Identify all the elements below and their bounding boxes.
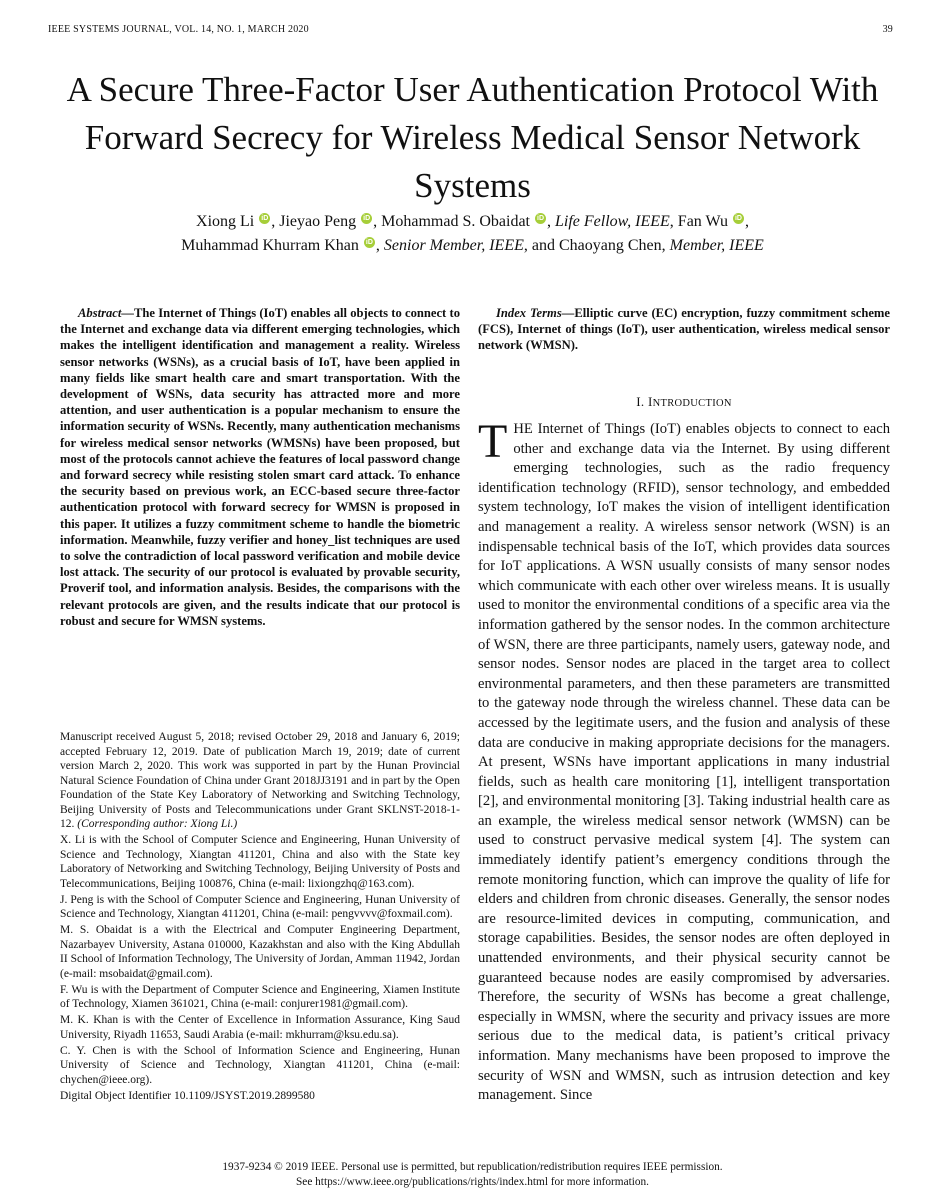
footnote-affiliation: X. Li is with the School of Computer Science and Engineering, Hunan University of Science and Technology, Xiangtan 411201, China and also with the State key Laboratory of Networking and Switching Technology, Beijing University of Posts and Telecommunications, Beijing 100876, China (e-mail: lixiongzhq@163.com).	[60, 834, 460, 890]
orcid-icon[interactable]: iD	[363, 214, 371, 222]
author-list	[60, 210, 885, 258]
orcid-icon[interactable]: iD	[537, 214, 544, 222]
author-role: Member, IEEE	[669, 237, 764, 254]
abstract-text: The Internet of Things (IoT) enables all objects to connect to the Internet and exchange data via different emerging technologies, which makes the intelligent identification and management a reality. Wireless sensor networks (WSNs), as a crucial basis of IoT, have been applied in many fields like smart health care and smart transportation. With the development of WSNs, data security has attracted more and more attention, and user authentication is a popular mechanism to ensure the information security of WSNs. Recently, many authentication mechanisms for wireless medical sensor networks (WMSNs) have been proposed, but most of the protocols cannot achieve the features of local password change and forward secrecy while resisting stolen smart card attack. To enhance the security based on previous work, an ECC-based secure three-factor authentication protocol with forward secrecy for WMSN is proposed in this paper. It utilizes a fuzzy commitment scheme to handle the biometric information. Meanwhile, fuzzy verifier and honey_list techniques are used to solve the contradiction of local password verification and mobile device lost attack. The security of our protocol is evaluated by provable security, Proverif tool, and information analysis. Besides, the comparisons with the relevant protocols are given, and the results indicate that our protocol is robust and secure for WMSN systems.	[60, 306, 460, 628]
paper-title: A Secure Three-Factor User Authentication Protocol With Forward Secrecy for Wireless Medical Sensor Network Systems	[66, 70, 879, 205]
page-number: 39	[882, 24, 893, 35]
footnote-manuscript-text: Manuscript received August 5, 2018; revised October 29, 2018 and January 6, 2019; accepted February 12, 2019. Date of publication March 19, 2019; date of current version March 2, 2020. This work was supported in part by the Hunan Provincial Natural Science Foundation of China under Grant 2018JJ3191 and in part by the Open Foundation of the State Key Laboratory of Networking and Switching Technology, Beijing University of Posts and Telecommunications under Grant SKLNST-2018-1-12.	[60, 731, 460, 830]
section-number: I.	[636, 394, 645, 409]
author-line-1: Xiong Li iD , Jieyao Peng iD , Mohammad S. Obaidat iD , Life Fellow, IEEE, Fan Wu iD ,	[196, 213, 749, 230]
index-terms-label: Index Terms—	[496, 306, 575, 320]
footnote-affiliation: J. Peng is with the School of Computer Science and Engineering, Hunan University of Science and Technology, Xiangtan 411201, China (e-mail: pengvvvv@foxmail.com).	[60, 893, 460, 920]
section-heading	[478, 394, 890, 410]
orcid-icon[interactable]: iD	[365, 238, 373, 246]
author-role: Senior Member, IEEE	[383, 237, 524, 254]
index-terms	[478, 305, 890, 354]
footnote-affiliation: C. Y. Chen is with the School of Information Science and Engineering, Hunan University of Science and Technology, Xiangtan 411201, China (e-mail: chychen@ieee.org).	[60, 1044, 460, 1086]
author-name: Xiong Li	[196, 213, 255, 230]
abstract	[60, 305, 460, 629]
journal-name: IEEE SYSTEMS JOURNAL, VOL. 14, NO. 1, MARCH 2020	[48, 24, 309, 35]
orcid-icon[interactable]: iD	[261, 214, 269, 222]
author-name: Mohammad S. Obaidat	[381, 213, 530, 230]
author-role: Life Fellow, IEEE	[555, 213, 670, 230]
introduction-text: HE Internet of Things (IoT) enables objects to connect to each other and exchange data via the Internet. By using different emerging technologies, such as the radio frequency identification technology (RFID), sensor technology, and embedded system technology, IoT makes the vision of intelligent identification and management a reality. A wireless sensor network (WSN) is an indispensable technical basis of the IoT, which provides data sources for IoT applications. A WSN usually consists of many sensor nodes which communicate with each other over wireless means. It is usually used to monitor the environmental conditions of a specific area via the information gathered by the sensor nodes. In the common architecture of WSN, there are three participants, namely users, gateway node, and sensor nodes. Sensor nodes are placed in the target area to collect environmental parameters, and then these parameters are transmitted to the gateway node through the wireless channel. These data can be accessed by the legitimate users, and the fusion and analysis of these data are conducive in making appropriate decisions for the managers. At present, WSNs have important applications in many industrial fields, such as health care monitoring [1], intelligent transportation [2], and environmental monitoring [3]. Taking industrial health care as an example, the wireless medical sensor network (WMSN) can be used to construct pervasive medical system [4]. The system can immediately identify patient’s emergency conditions through the remote monitoring function, which can improve the quality of life for elders and children from chronic diseases. Generally, the sensor nodes are resource-limited devices in computing, communication, and storage capabilities. Besides, the sensor nodes are often deployed in unattended environments, and their physical security cannot be guaranteed because nodes are easily compromised by adversaries. Therefore, the security of WSNs has become a great challenge, especially in WMSN, where the security and privacy issues are more serious due to the medical data, is patient’s critical privacy information. Many mechanisms have been proposed to improve the security of WSN and WMSN, such as intrusion detection and key management. Since	[478, 421, 890, 1104]
drop-cap: T	[478, 415, 508, 468]
index-terms-text: Elliptic curve (EC) encryption, fuzzy commitment scheme (FCS), Internet of things (IoT), user authentication, wireless medical sensor network (WMSN).	[478, 306, 890, 353]
author-line-2: Muhammad Khurram Khan iD , Senior Member, IEEE, and Chaoyang Chen, Member, IEEE	[181, 237, 764, 254]
author-name: Jieyao Peng	[279, 213, 357, 230]
abstract-label: Abstract—	[78, 306, 134, 320]
footnote-affiliation: F. Wu is with the Department of Computer Science and Engineering, Xiamen Institute of Technology, Xiamen 361021, China (e-mail: conjurer1981@gmail.com).	[60, 983, 460, 1010]
doi-line: Digital Object Identifier 10.1109/JSYST.2019.2899580	[60, 1089, 315, 1102]
author-name: Fan Wu	[677, 213, 728, 230]
author-name: Muhammad Khurram Khan	[181, 237, 359, 254]
footnote-affiliation: M. K. Khan is with the Center of Excellence in Information Assurance, King Saud University, Riyadh 11653, Saudi Arabia (e-mail: mkhurram@ksu.edu.sa).	[60, 1014, 460, 1041]
section-title-initial: I	[647, 394, 653, 409]
section-title-smallcaps: NTRODUCTION	[652, 398, 732, 409]
author-name: Chaoyang Chen	[558, 237, 662, 254]
corresponding-author: (Corresponding author: Xiong Li.)	[77, 818, 238, 830]
footnote-manuscript	[60, 730, 460, 832]
copyright-footer	[0, 1160, 945, 1190]
running-header	[48, 24, 893, 38]
introduction-body	[478, 415, 890, 1106]
copyright-line: 1937-9234 © 2019 IEEE. Personal use is permitted, but republication/redistribution requires IEEE permission.	[222, 1161, 723, 1173]
footnotes	[60, 730, 460, 1105]
rights-link-line[interactable]: See https://www.ieee.org/publications/rights/index.html for more information.	[296, 1176, 649, 1188]
orcid-icon[interactable]: iD	[734, 214, 742, 222]
footnote-affiliation: M. S. Obaidat is a with the Electrical and Computer Engineering Department, Nazarbayev University, Astana 010000, Kazakhstan and also with the King Abdullah II School of Information Technology, The University of Jordan, Amman 11942, Jordan (e-mail: msobaidat@gmail.com).	[60, 924, 460, 980]
